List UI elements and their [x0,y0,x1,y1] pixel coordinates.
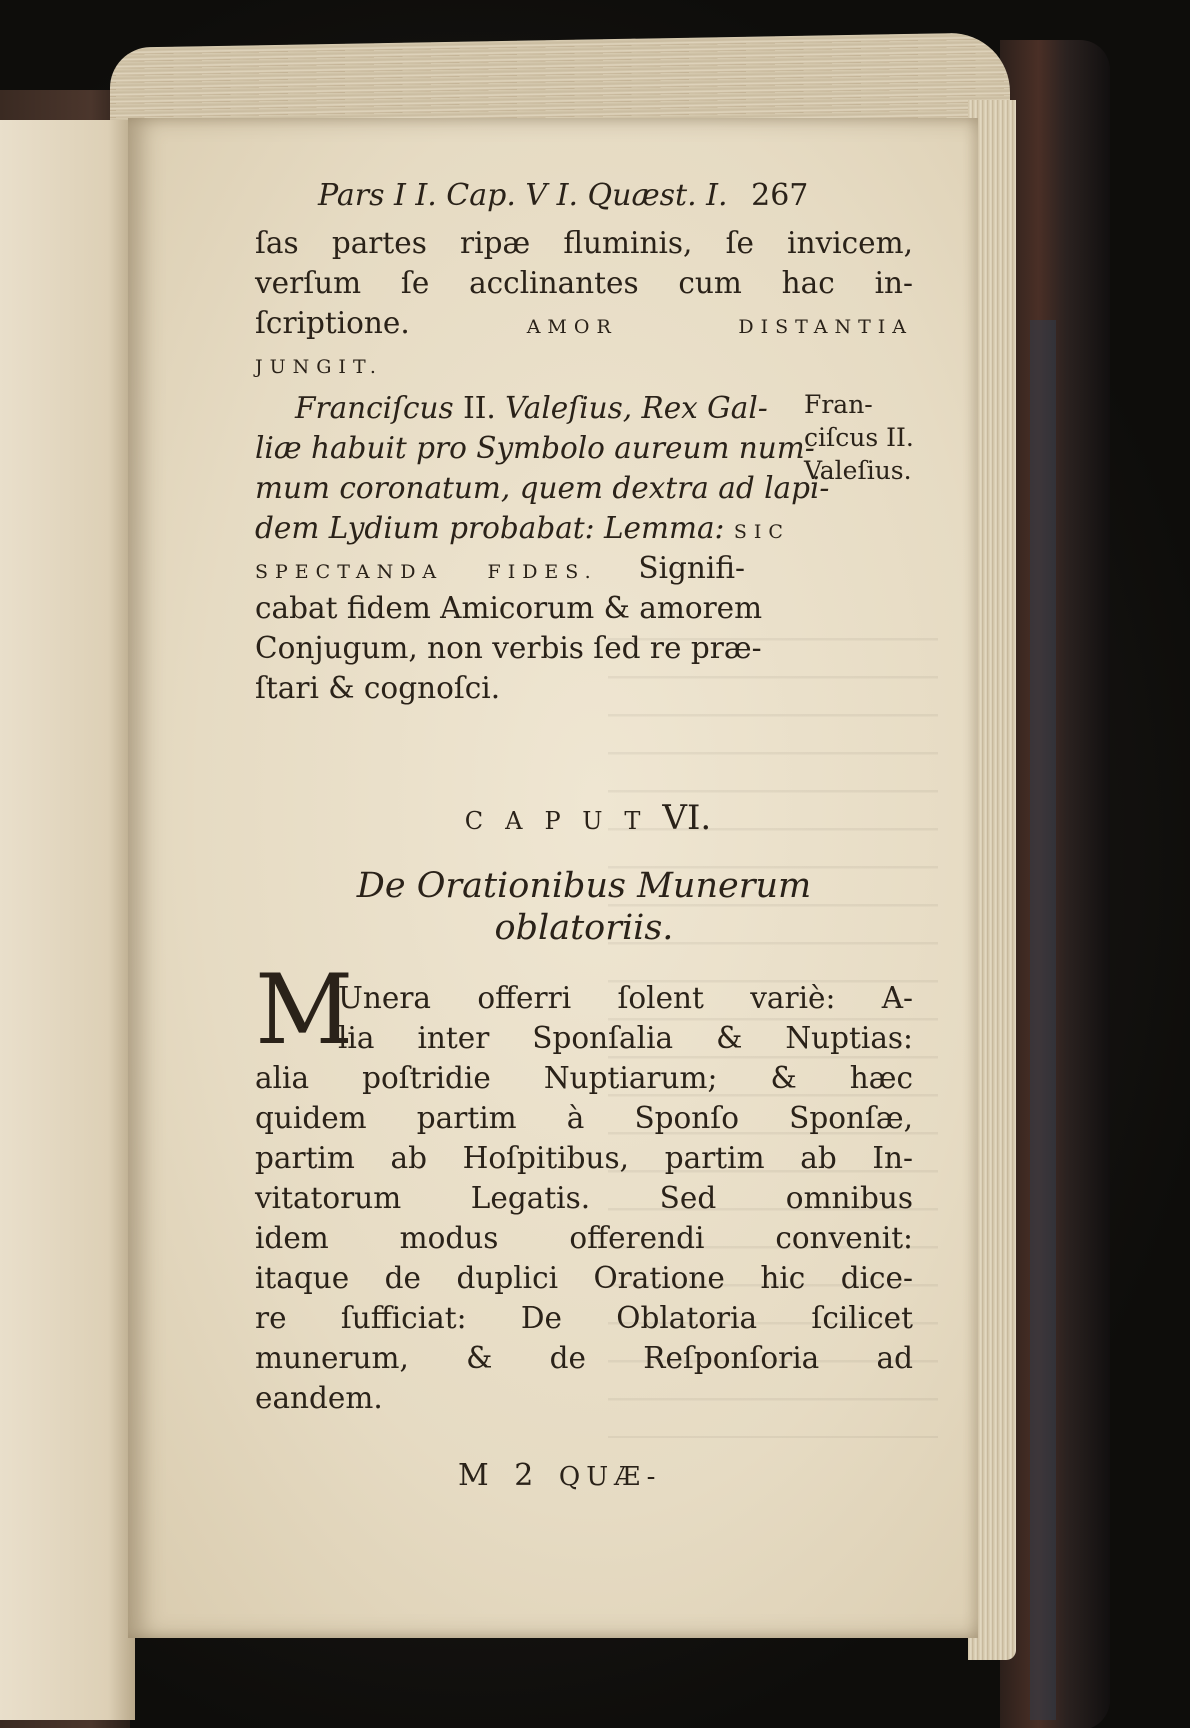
body-line: ſcriptione. AMOR DISTANTIA [255,306,913,340]
page-number: 267 [751,178,809,213]
body-line: munerum, & de Reſponſoria ad [255,1341,913,1375]
margin-note: ciſcus II. [804,423,914,452]
body-line: eandem. [255,1381,383,1415]
body-line: Franciſcus II. Valeſius, Rex Gal- [295,391,768,425]
running-head-title: Pars I I. Cap. V I. Quæst. I. [318,178,728,213]
running-head [318,178,918,213]
body-line: lia inter Sponſalia & Nuptias: [338,1021,913,1055]
body-line: itaque de duplici Oratione hic dice- [255,1261,913,1295]
body-line: liæ habuit pro Symbolo aureum num- [255,431,815,465]
body-line: partim ab Hoſpitibus, partim ab In- [255,1141,913,1175]
chapter-title: De Orationibus Munerum [356,866,812,906]
cover-spine-strip [1030,320,1056,1720]
body-line: re ſufficiat: De Oblatoria ſcilicet [255,1301,913,1335]
body-line: Conjugum, non verbis ſed re præ- [255,631,762,665]
body-line: ſas partes ripæ fluminis, ſe invicem, [255,226,913,260]
body-line: dem Lydium probabat: Lemma: SIC [255,511,790,545]
signature-mark: M 2 [458,1458,534,1493]
right-page [128,118,978,1638]
body-line: mum coronatum, quem dextra ad lapi- [255,471,830,505]
margin-note: Fran- [804,390,873,419]
body-line: alia poſtridie Nuptiarum; & hæc [255,1061,913,1095]
body-line: vitatorum Legatis. Sed omnibus [255,1181,913,1215]
drop-cap: M [255,954,354,1066]
body-line: idem modus offerendi convenit: [255,1221,913,1255]
chapter-label: CAPUTVI. [464,798,712,838]
body-line: ſtari & cognoſci. [255,671,501,705]
body-line: Unera offerri ſolent variè: A- [338,981,913,1015]
catchword: QUÆ- [558,1462,662,1492]
signature-and-catchword [458,1458,661,1493]
body-line: JUNGIT. [255,356,383,378]
body-line: verſum ſe acclinantes cum hac in- [255,266,913,300]
margin-note: Valeſius. [804,456,912,485]
body-line: quidem partim à Sponſo Sponſæ, [255,1101,913,1135]
body-line: SPECTANDA FIDES. Signifi- [255,551,745,585]
left-page-gutter [0,120,135,1720]
body-line: cabat fidem Amicorum & amorem [255,591,763,625]
chapter-title-continued: oblatoriis. [494,908,674,948]
